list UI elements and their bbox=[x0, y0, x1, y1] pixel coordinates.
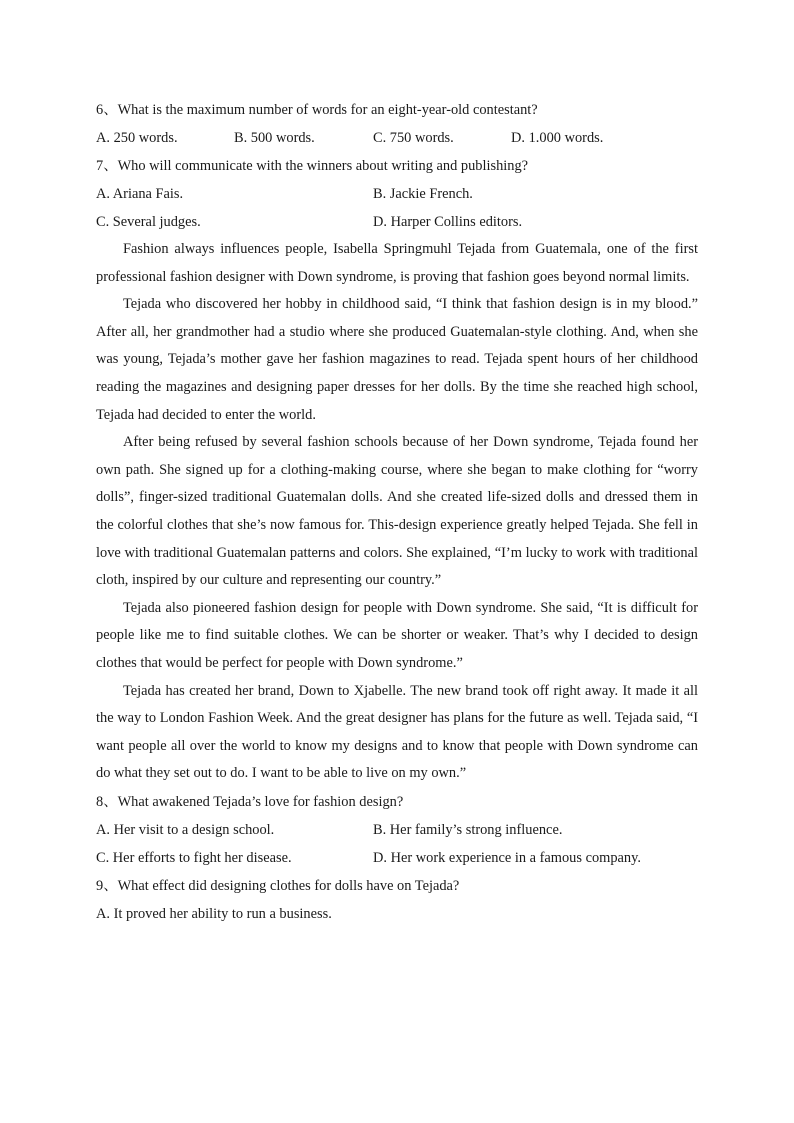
option-c: C. Several judges. bbox=[96, 214, 201, 230]
question-8-options-row-1 bbox=[96, 816, 698, 844]
option-b: B. Her family’s strong influence. bbox=[373, 821, 563, 838]
question-6-stem: 6、What is the maximum number of words for an eight-year-old contestant? bbox=[96, 102, 538, 118]
option-b: B. Jackie French. bbox=[373, 186, 473, 202]
question-8-options-row-2 bbox=[96, 844, 698, 872]
exam-page bbox=[96, 96, 698, 928]
option-a: A. 250 words. bbox=[96, 130, 178, 146]
option-d: D. Her work experience in a famous company. bbox=[373, 849, 641, 866]
option-a: A. It proved her ability to run a business. bbox=[96, 905, 332, 922]
question-9-stem: 9、What effect did designing clothes for dolls have on Tejada? bbox=[96, 877, 460, 894]
option-a: A. Her visit to a design school. bbox=[96, 821, 275, 838]
question-7-options-row-2 bbox=[96, 208, 698, 236]
passage-paragraph-4: Tejada also pioneered fashion design for people with Down syndrome. She said, “It is difficult for people like me to find suitable clothes. We can be shorter or weaker. That’s why I decided to design clothes that would be perfect for people with Down syndrome.” bbox=[96, 599, 698, 671]
question-8-stem: 8、What awakened Tejada’s love for fashion design? bbox=[96, 793, 404, 810]
option-c: C. 750 words. bbox=[373, 130, 454, 146]
option-d: D. Harper Collins editors. bbox=[373, 214, 523, 230]
passage-paragraph-1: Fashion always influences people, Isabella Springmuhl Tejada from Guatemala, one of the first professional fashion designer with Down syndrome, is proving that fashion goes beyond normal limits. bbox=[96, 241, 698, 285]
option-d: D. 1.000 words. bbox=[511, 130, 604, 146]
option-b: B. 500 words. bbox=[234, 130, 315, 146]
question-7-stem: 7、Who will communicate with the winners about writing and publishing? bbox=[96, 158, 529, 174]
passage-paragraph-3: After being refused by several fashion schools because of her Down syndrome, Tejada found her own path. She signed up for a clothing-making course, where she began to make clothing for “worry dolls”, finger-sized traditional Guatemalan dolls. And she created life-sized dolls and dressed them in the colorful clothes that she’s now famous for. This-design experience greatly helped Tejada. She fell in love with traditional Guatemalan patterns and colors. She explained, “I’m lucky to work with traditional cloth, inspired by our culture and representing our country.” bbox=[96, 434, 698, 589]
passage-paragraph-5: Tejada has created her brand, Down to Xjabelle. The new brand took off right away. It made it all the way to London Fashion Week. And the great designer has plans for the future as well. Tejada said, “I want people all over the world to know my designs and to know that people with Down syndrome can do what they set out to do. I want to be able to live on my own.” bbox=[96, 682, 698, 782]
question-7-options-row-1 bbox=[96, 180, 698, 208]
passage-paragraph-2: Tejada who discovered her hobby in childhood said, “I think that fashion design is in my blood.” After all, her grandmother had a studio where she produced Guatemalan-style clothing. And, when she was young, Tejada’s mother gave her fashion magazines to read. Tejada spent hours of her childhood reading the magazines and designing paper dresses for her dolls. By the time she reached high school, Tejada had decided to enter the world. bbox=[96, 296, 698, 423]
option-c: C. Her efforts to fight her disease. bbox=[96, 849, 292, 866]
question-6-options bbox=[96, 124, 698, 152]
option-a: A. Ariana Fais. bbox=[96, 186, 184, 202]
